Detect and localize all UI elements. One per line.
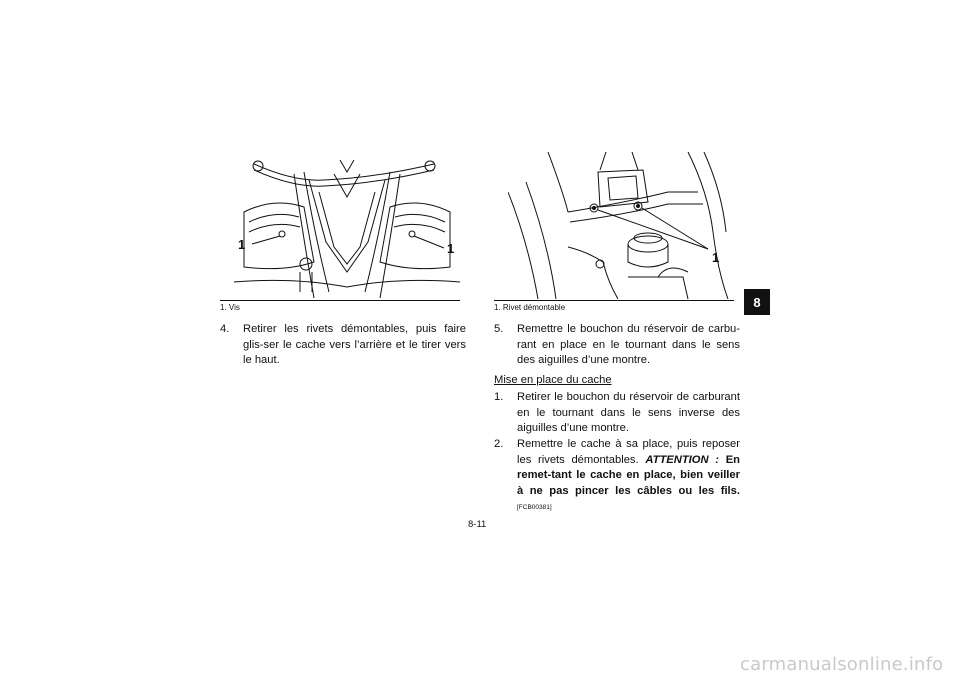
step-2 (494, 437, 740, 516)
step-number: 1. (494, 391, 504, 403)
callout-1: 1 (712, 250, 720, 265)
step-number: 5. (494, 323, 504, 335)
figure-left-caption: 1. Vis (220, 300, 460, 312)
attention-label: ATTENTION : (645, 453, 719, 466)
step-text (517, 437, 740, 516)
step-number: 4. (220, 323, 230, 335)
figure-handlebar-cover (234, 152, 460, 299)
handlebar-illustration (234, 152, 460, 299)
step-5 (494, 322, 740, 369)
figure-fuel-cap-cover (508, 152, 744, 299)
step-number: 2. (494, 438, 504, 450)
step-text: Remettre le bouchon du réservoir de carbu-rant en place en le tournant dans le sens des aiguilles d’une montre. (517, 323, 740, 367)
step-1 (494, 390, 740, 437)
step-text: Retirer le bouchon du réservoir de carburant en le tournant dans le sens inverse des aiguilles d’une montre. (517, 391, 740, 435)
page-number: 8-11 (468, 519, 487, 530)
fuel-cap-illustration (508, 152, 744, 299)
watermark: carmanualsonline.info (740, 654, 944, 675)
figure-right-caption: 1. Rivet démontable (494, 300, 734, 312)
step-2-text: Remettre le cache à sa place, puis reposer les rivets démontables. (517, 438, 740, 466)
chapter-tab: 8 (744, 289, 770, 315)
reference-code: [FCB00381] (517, 504, 552, 512)
step-text: Retirer les rivets démontables, puis faire glis-ser le cache vers l’arrière et le tirer vers le haut. (243, 323, 466, 367)
section-heading: Mise en place du cache (494, 374, 612, 386)
callout-1-right: 1 (447, 241, 455, 256)
step-4 (220, 322, 466, 369)
callout-1-left: 1 (238, 237, 246, 252)
attention-text: En remet-tant le cache en place, bien veiller à ne pas pincer les câbles ou les fils. (517, 453, 740, 497)
